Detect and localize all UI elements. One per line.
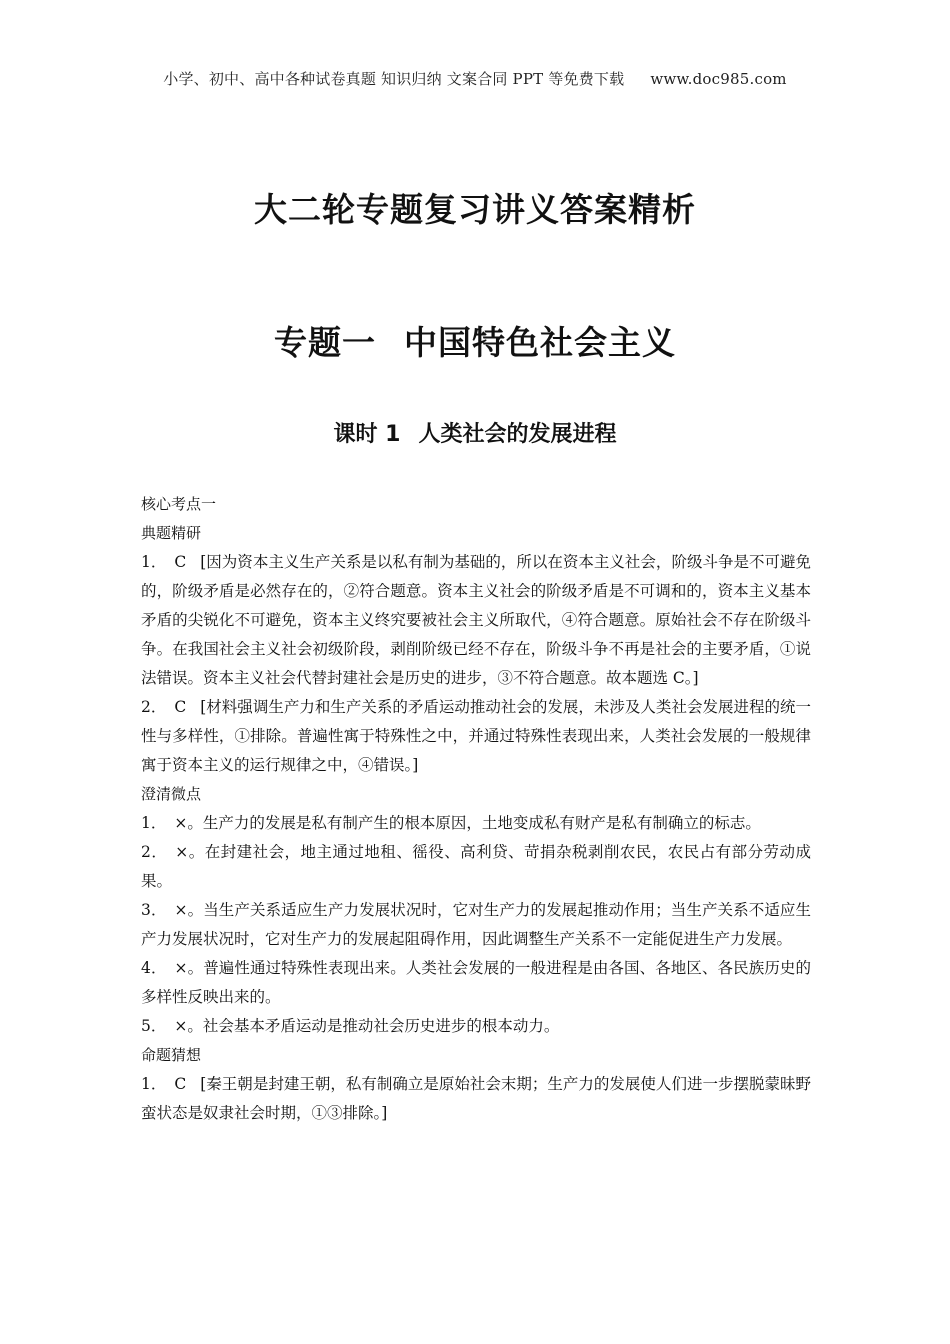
header-url[interactable]: www.doc985.com bbox=[650, 70, 787, 88]
item-number: 1． bbox=[141, 553, 167, 571]
typical-item-2 bbox=[141, 693, 811, 780]
page-header bbox=[0, 68, 950, 89]
item-number: 5． bbox=[141, 1017, 167, 1035]
guess-heading: 命题猜想 bbox=[141, 1046, 202, 1064]
guess-item-1 bbox=[141, 1070, 811, 1128]
item-text: ×。社会基本矛盾运动是推动社会历史进步的根本动力。 bbox=[174, 1017, 560, 1035]
item-text: ×。当生产关系适应生产力发展状况时，它对生产力的发展起推动作用；当生产关系不适应生产力发展状况时，它对生产力的发展起阻碍作用，因此调整生产关系不一定能促进生产力发展。 bbox=[141, 901, 811, 948]
header-text: 小学、初中、高中各种试卷真题 知识归纳 文案合同 PPT 等免费下载 bbox=[163, 70, 625, 88]
lesson-title bbox=[0, 417, 950, 448]
item-text: ×。普遍性通过特殊性表现出来。人类社会发展的一般进程是由各国、各地区、各民族历史的多样性反映出来的。 bbox=[141, 959, 811, 1006]
item-number: 2． bbox=[141, 843, 168, 861]
clarify-item-5 bbox=[141, 1012, 811, 1041]
lesson-name: 人类社会的发展进程 bbox=[418, 422, 617, 447]
topic-label: 专题一 bbox=[274, 323, 376, 362]
item-explanation: [因为资本主义生产关系是以私有制为基础的，所以在资本主义社会，阶级斗争是不可避免的，阶级矛盾是必然存在的，②符合题意。资本主义社会的阶级矛盾是不可调和的，资本主义基本矛盾的尖锐化不可避免，资本主义终究要被社会主义所取代，④符合题意。原始社会不存在阶级斗争。在我国社会主义社会初级阶段，剥削阶级已经不存在，阶级斗争不再是社会的主要矛盾，①说法错误。资本主义社会代替封建社会是历史的进步，③不符合题意。故本题选 C。] bbox=[141, 553, 811, 687]
core-point-heading: 核心考点一 bbox=[141, 495, 217, 513]
clarify-item-2 bbox=[141, 838, 811, 896]
typical-item-1 bbox=[141, 548, 811, 693]
item-number: 1． bbox=[141, 814, 167, 832]
item-answer: C bbox=[174, 698, 187, 716]
answer-content bbox=[141, 490, 811, 1128]
clarify-heading: 澄清微点 bbox=[141, 785, 202, 803]
item-answer: C bbox=[174, 1075, 187, 1093]
item-text: ×。生产力的发展是私有制产生的根本原因，土地变成私有财产是私有制确立的标志。 bbox=[174, 814, 761, 832]
topic-title bbox=[0, 317, 950, 364]
item-number: 1． bbox=[141, 1075, 167, 1093]
clarify-item-4 bbox=[141, 954, 811, 1012]
item-answer: C bbox=[174, 553, 187, 571]
item-explanation: [秦王朝是封建王朝，私有制确立是原始社会末期；生产力的发展使人们进一步摆脱蒙昧野蛮状态是奴隶社会时期，①③排除。] bbox=[141, 1075, 811, 1122]
topic-name: 中国特色社会主义 bbox=[404, 323, 676, 362]
typical-heading: 典题精研 bbox=[141, 524, 202, 542]
main-title-text: 大二轮专题复习讲义答案精析 bbox=[254, 190, 696, 229]
item-number: 3． bbox=[141, 901, 167, 919]
item-number: 4． bbox=[141, 959, 167, 977]
main-title bbox=[0, 184, 950, 231]
item-explanation: [材料强调生产力和生产关系的矛盾运动推动社会的发展，未涉及人类社会发展进程的统一性与多样性，①排除。普遍性寓于特殊性之中，并通过特殊性表现出来，人类社会发展的一般规律寓于资本主义的运行规律之中，④错误。] bbox=[141, 698, 811, 774]
clarify-item-1 bbox=[141, 809, 811, 838]
lesson-label: 课时 1 bbox=[333, 422, 401, 447]
item-text: ×。在封建社会，地主通过地租、徭役、高利贷、苛捐杂税剥削农民，农民占有部分劳动成果。 bbox=[141, 843, 811, 890]
item-number: 2． bbox=[141, 698, 167, 716]
clarify-item-3 bbox=[141, 896, 811, 954]
